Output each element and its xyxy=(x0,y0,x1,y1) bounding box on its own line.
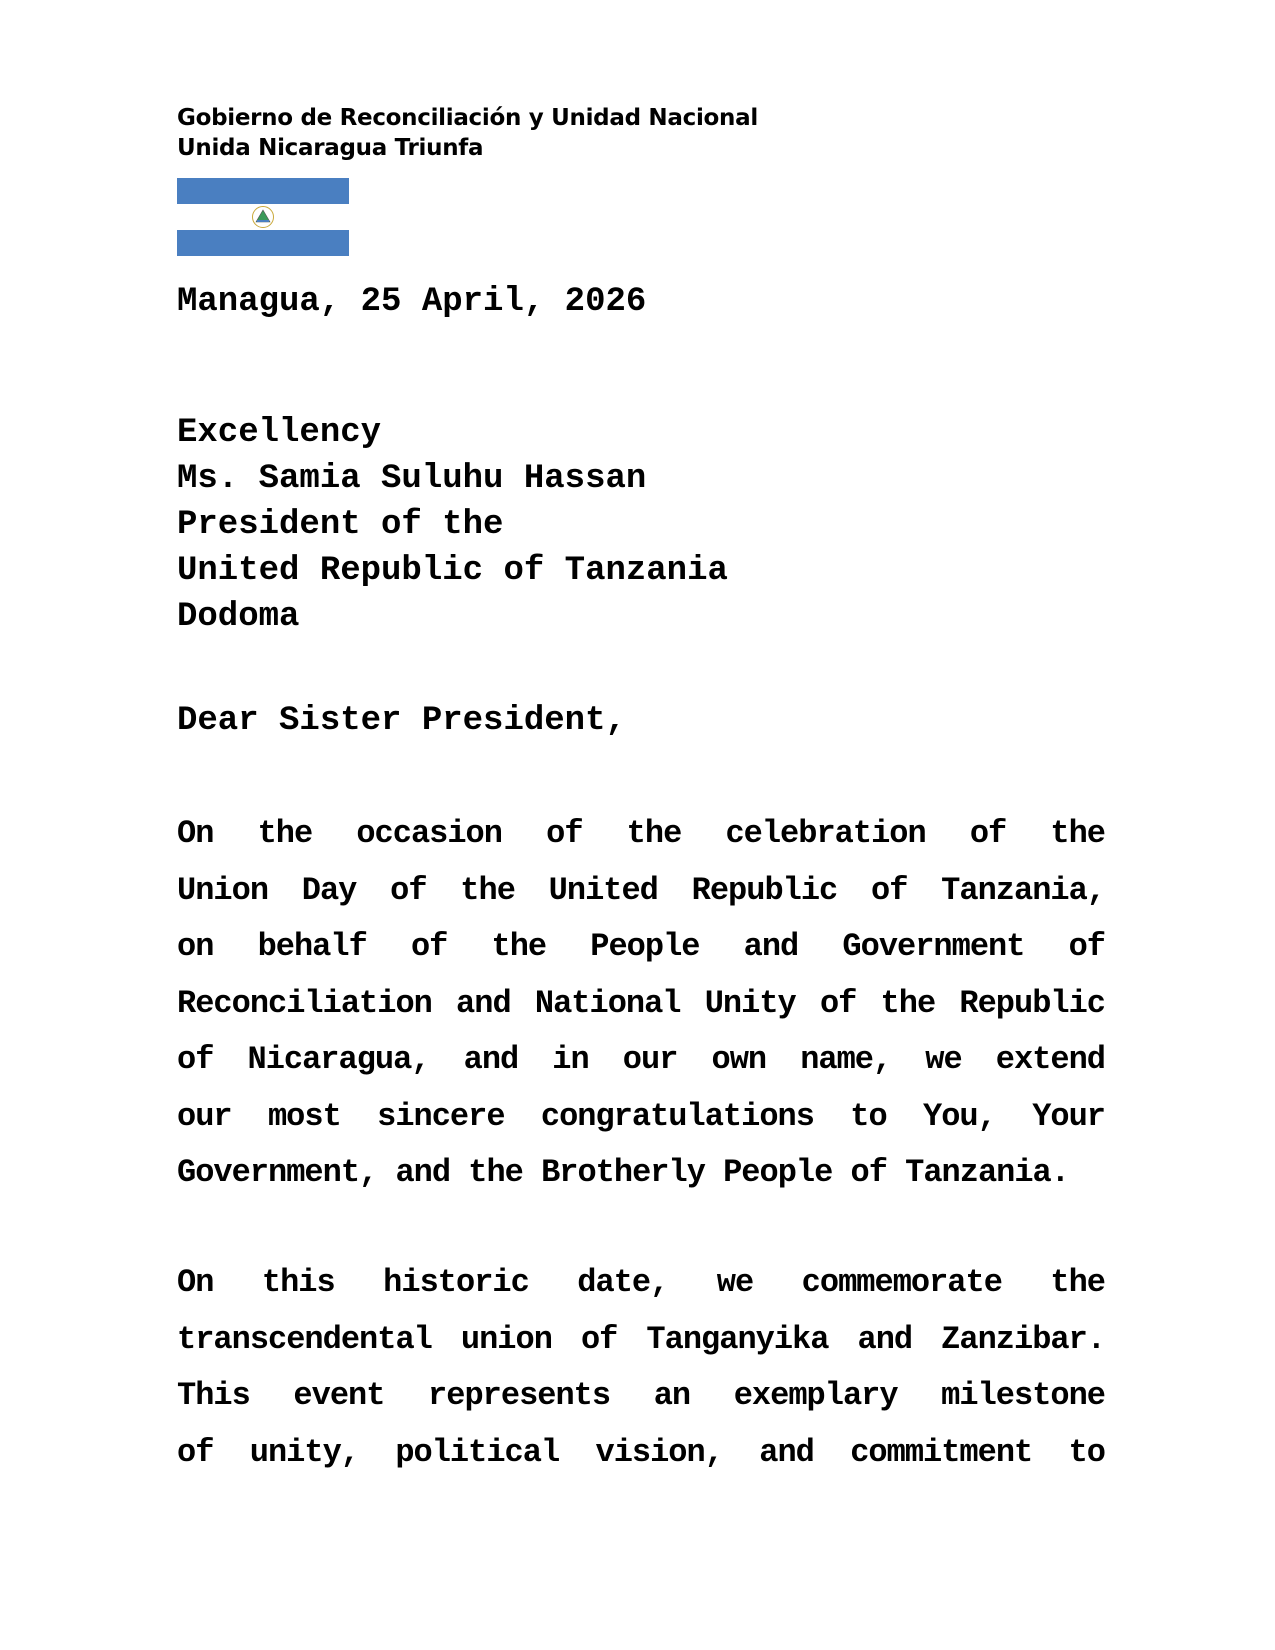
flag-bottom-band xyxy=(177,230,349,256)
address-line: Dodoma xyxy=(177,598,300,636)
body-paragraph-2 xyxy=(177,1255,1105,1481)
paragraph-line: Union Day of the United Republic of Tanzania, xyxy=(177,871,1105,909)
paragraph-line: This event represents an exemplary milestone xyxy=(177,1377,1105,1414)
letterhead-motto: Unida Nicaragua Triunfa xyxy=(177,135,484,161)
paragraph-line: Reconciliation and National Unity of the Republic xyxy=(177,984,1105,1022)
paragraph-line: transcendental union of Tanganyika and Zanzibar. xyxy=(177,1320,1105,1358)
flag-top-band xyxy=(177,178,349,204)
nicaragua-flag-icon xyxy=(177,178,349,256)
address-line: United Republic of Tanzania xyxy=(177,552,728,590)
paragraph-line: On this historic date, we commemorate the xyxy=(177,1264,1105,1301)
letterhead-government-name: Gobierno de Reconciliación y Unidad Nacional xyxy=(177,105,758,131)
paragraph-line: On the occasion of the celebration of the xyxy=(177,815,1105,852)
address-line: Excellency xyxy=(177,414,382,452)
body-paragraph-1 xyxy=(177,806,1105,1202)
paragraph-line: our most sincere congratulations to You, Your xyxy=(177,1097,1105,1135)
recipient-address xyxy=(177,410,728,640)
salutation: Dear Sister President, xyxy=(177,702,626,740)
letterhead xyxy=(177,103,758,163)
paragraph-line: of unity, political vision, and commitment to xyxy=(177,1433,1105,1471)
coat-of-arms-icon xyxy=(249,205,277,229)
paragraph-line: Government, and the Brotherly People of Tanzania. xyxy=(177,1154,1069,1191)
letter-date: Managua, 25 April, 2026 xyxy=(177,283,647,321)
address-line: Ms. Samia Suluhu Hassan xyxy=(177,460,647,498)
paragraph-line: on behalf of the People and Government of xyxy=(177,928,1105,965)
paragraph-line: of Nicaragua, and in our own name, we extend xyxy=(177,1041,1105,1078)
address-line: President of the xyxy=(177,506,504,544)
